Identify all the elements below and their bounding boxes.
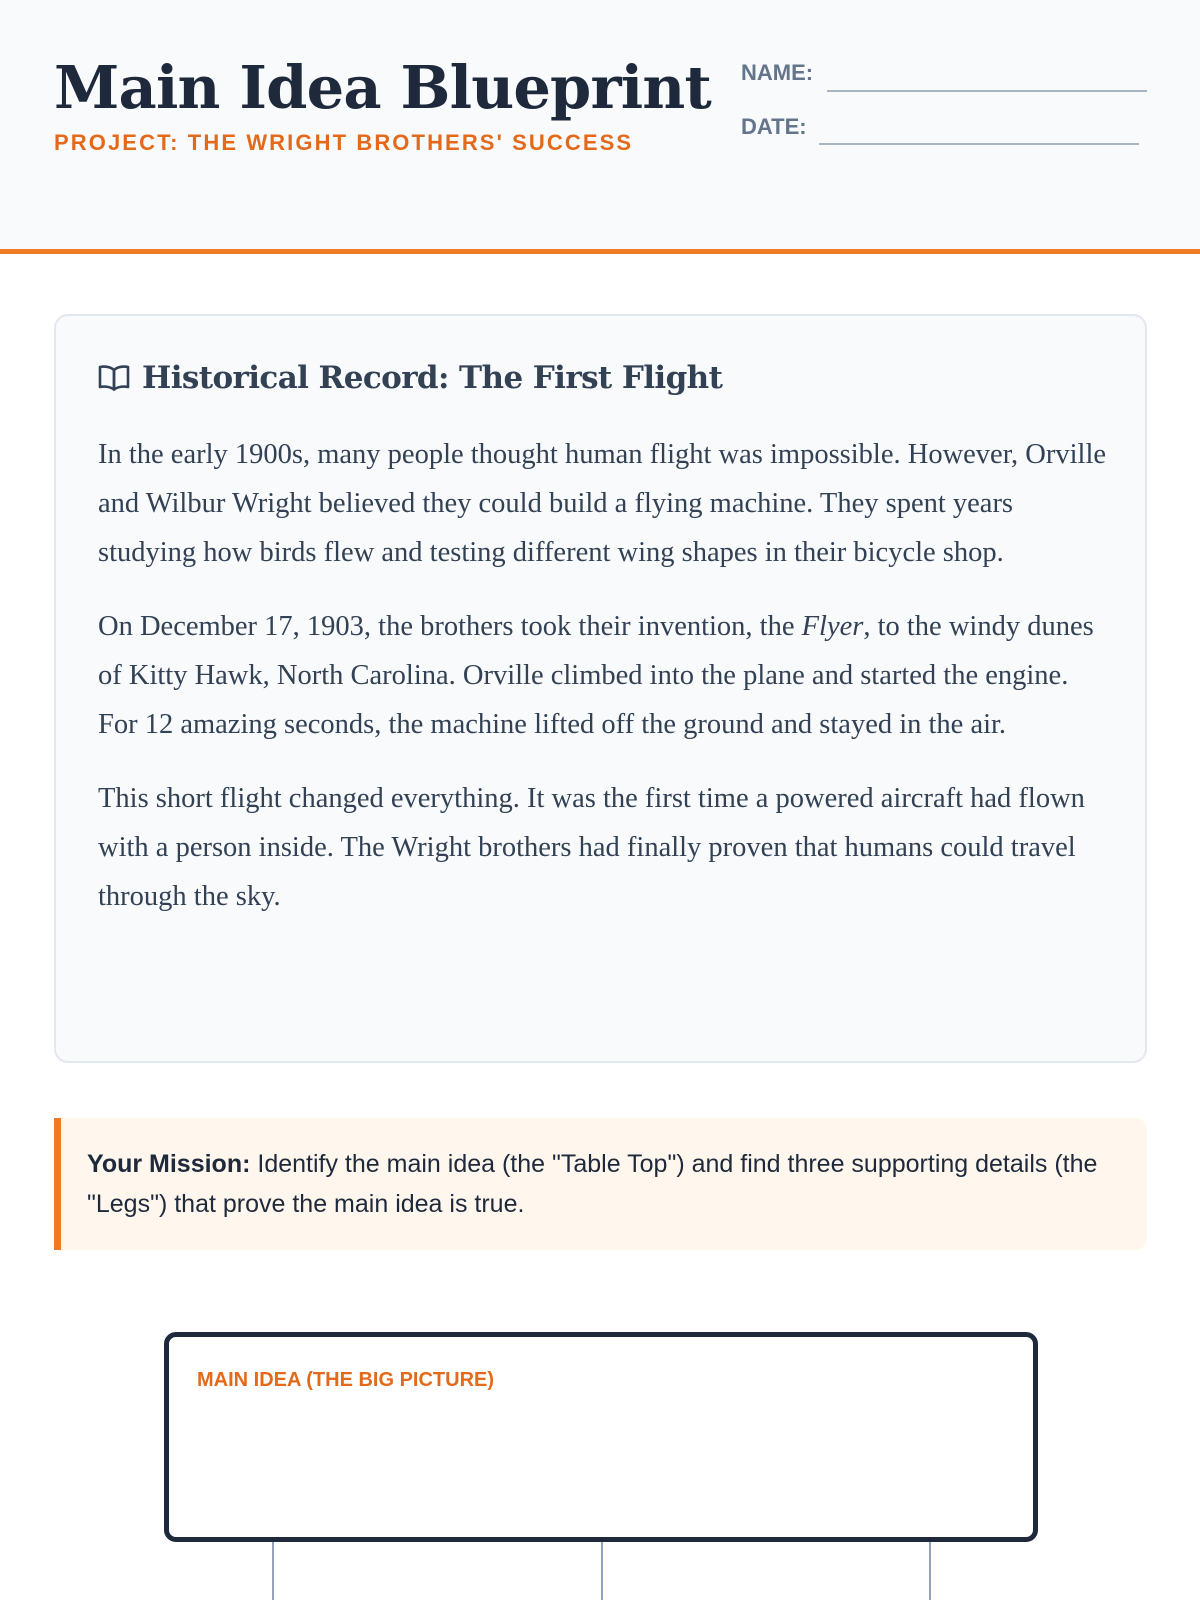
invention-name: Flyer bbox=[801, 611, 864, 642]
page-title: Main Idea Blueprint bbox=[54, 53, 711, 122]
record-title: Historical Record: The First Flight bbox=[142, 360, 723, 396]
record-text bbox=[98, 430, 1108, 946]
record-paragraph-2: On December 17, 1903, the brothers took their invention, the Flyer, to the windy dunes of Kitty Hawk, North Carolina. Orville climbed into the plane and started the engine. For 12 amazing seconds, the machine lifted off the ground and stayed in the air. bbox=[98, 611, 1094, 740]
record-paragraph-3: This short flight changed everything. It was the first time a powered aircraft had flown with a person inside. The Wright brothers had finally proven that humans could travel through the sky. bbox=[98, 783, 1085, 912]
supporting-detail-leg-1 bbox=[272, 1542, 274, 1600]
date-label: DATE: bbox=[741, 114, 807, 139]
book-open-icon bbox=[98, 364, 130, 392]
record-paragraph-1: In the early 1900s, many people thought human flight was impossible. However, Orville and Wilbur Wright believed they could build a flying machine. They spent years studying how birds flew and testing different wing shapes in their bicycle shop. bbox=[98, 439, 1107, 568]
page-header bbox=[0, 0, 1200, 254]
main-idea-label: MAIN IDEA (THE BIG PICTURE) bbox=[197, 1369, 495, 1391]
date-field[interactable] bbox=[819, 143, 1139, 145]
record-heading bbox=[98, 358, 722, 398]
name-field[interactable] bbox=[827, 90, 1147, 92]
mission-label: Your Mission: bbox=[87, 1150, 251, 1178]
mission-instructions: Identify the main idea (the "Table Top") and find three supporting details (the "Legs") that prove the main idea is true. bbox=[87, 1150, 1098, 1218]
supporting-detail-leg-2 bbox=[601, 1542, 603, 1600]
main-idea-box[interactable] bbox=[164, 1332, 1038, 1542]
supporting-detail-leg-3 bbox=[929, 1542, 931, 1600]
mission-callout bbox=[54, 1118, 1147, 1250]
name-label: NAME: bbox=[741, 60, 814, 85]
historical-record-card bbox=[54, 314, 1147, 1063]
project-subtitle: PROJECT: THE WRIGHT BROTHERS' SUCCESS bbox=[54, 130, 634, 155]
mission-text bbox=[87, 1144, 1127, 1224]
